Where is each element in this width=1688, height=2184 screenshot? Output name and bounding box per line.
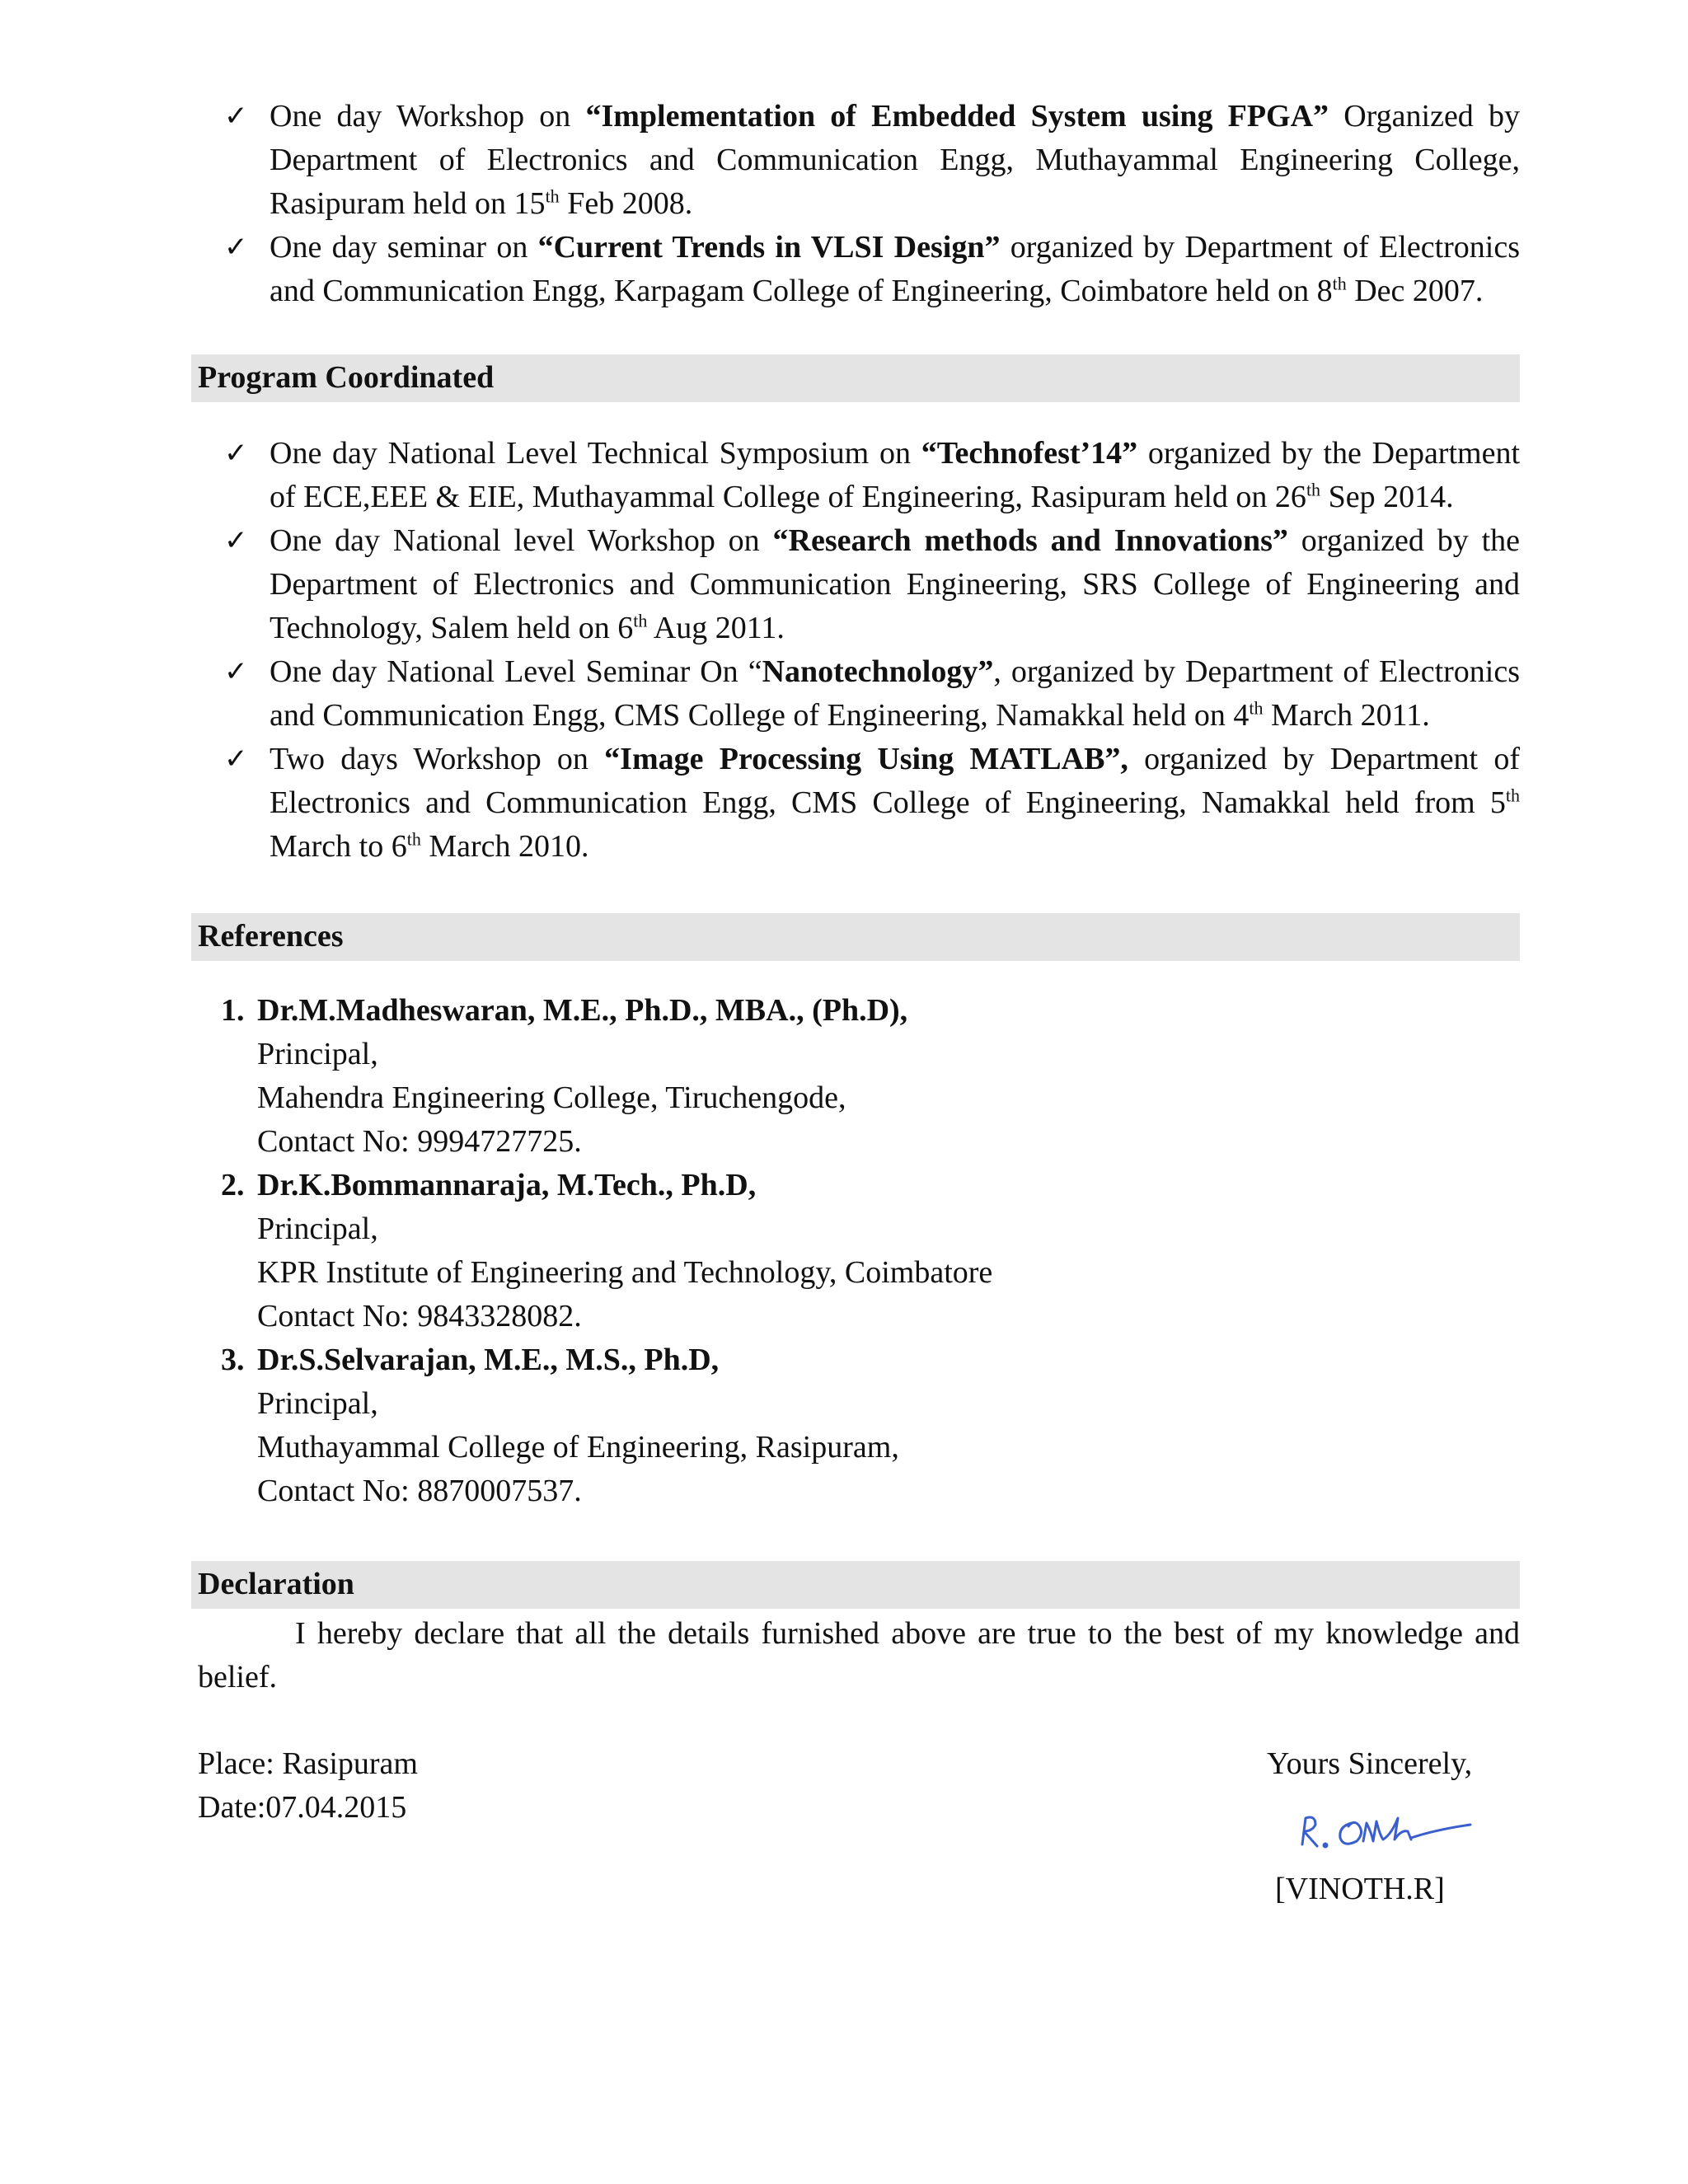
declaration-text: I hereby declare that all the details furnished above are true to the best of my knowledge and belief. [198,1616,1520,1694]
references-list [191,989,1520,1513]
checkmark-icon: ✓ [224,743,248,776]
checkmark-icon: ✓ [224,655,248,688]
section-heading-references: References [191,913,1520,961]
list-item: ✓ Two days Workshop on “Image Processing Using MATLAB”, organized by Department of Electronics and Communication Engg, CMS College of Engineering, Namakkal held from 5th March to 6th March 2010. [191,738,1520,869]
reference-item: 3. Dr.S.Selvarajan, M.E., M.S., Ph.D, Principal, Muthayammal College of Engineering, Rasipuram, Contact No: 8870007537. [191,1338,1520,1513]
workshops-attended-list [191,95,1520,313]
list-item: ✓ One day National level Workshop on “Research methods and Innovations” organized by the Department of Electronics and Communication Engineering, SRS College of Engineering and Technology, Salem held on 6th Aug 2011. [191,519,1520,650]
reference-contact: Contact No: 9843328082. [257,1299,582,1333]
checkmark-icon: ✓ [224,100,248,133]
reference-contact: Contact No: 9994727725. [257,1124,582,1159]
closing-block [191,1742,1520,1957]
section-heading-declaration: Declaration [191,1561,1520,1609]
list-item: ✓ One day Workshop on “Implementation of Embedded System using FPGA” Organized by Department of Electronics and Communication Engg, Muthayammal Engineering College, Rasipuram held on 15th Feb 2008. [191,95,1520,226]
signer-name: [VINOTH.R] [1275,1872,1445,1906]
checkmark-icon: ✓ [224,437,248,470]
reference-name: Dr.M.Madheswaran, M.E., Ph.D., MBA., (Ph.D), [257,993,908,1028]
list-item: ✓ One day National Level Technical Symposium on “Technofest’14” organized by the Department of ECE,EEE & EIE, Muthayammal College of Engineering, Rasipuram held on 26th Sep 2014. [191,432,1520,519]
reference-contact: Contact No: 8870007537. [257,1474,582,1508]
reference-item: 2. Dr.K.Bommannaraja, M.Tech., Ph.D, Principal, KPR Institute of Engineering and Technology, Coimbatore Contact No: 9843328082. [191,1164,1520,1338]
place: Place: Rasipuram [198,1746,418,1781]
reference-org: Muthayammal College of Engineering, Rasipuram, [257,1430,899,1465]
section-heading-program-coordinated: Program Coordinated [191,354,1520,402]
reference-org: Mahendra Engineering College, Tiruchengode, [257,1080,846,1115]
reference-name: Dr.S.Selvarajan, M.E., M.S., Ph.D, [257,1343,720,1377]
list-item: ✓ One day National Level Seminar On “Nanotechnology”, organized by Department of Electronics and Communication Engg, CMS College of Engineering, Namakkal held on 4th March 2011. [191,650,1520,738]
reference-org: KPR Institute of Engineering and Technology, Coimbatore [257,1255,993,1290]
date: Date:07.04.2015 [198,1790,407,1825]
resume-page [191,95,1520,1957]
reference-role: Principal, [257,1212,378,1246]
reference-name: Dr.K.Bommannaraja, M.Tech., Ph.D, [257,1168,757,1202]
list-item: ✓ One day seminar on “Current Trends in VLSI Design” organized by Department of Electronics and Communication Engg, Karpagam College of Engineering, Coimbatore held on 8th Dec 2007. [191,226,1520,313]
program-coordinated-list [191,432,1520,869]
checkmark-icon: ✓ [224,231,248,264]
place-date [198,1742,418,1830]
checkmark-icon: ✓ [224,524,248,557]
reference-role: Principal, [257,1386,378,1421]
reference-item: 1. Dr.M.Madheswaran, M.E., Ph.D., MBA., (Ph.D), Principal, Mahendra Engineering College, Tiruchengode, Contact No: 9994727725. [191,989,1520,1164]
reference-role: Principal, [257,1037,378,1071]
yours-sincerely: Yours Sincerely, [1267,1746,1473,1781]
signature-icon [1287,1793,1477,1859]
